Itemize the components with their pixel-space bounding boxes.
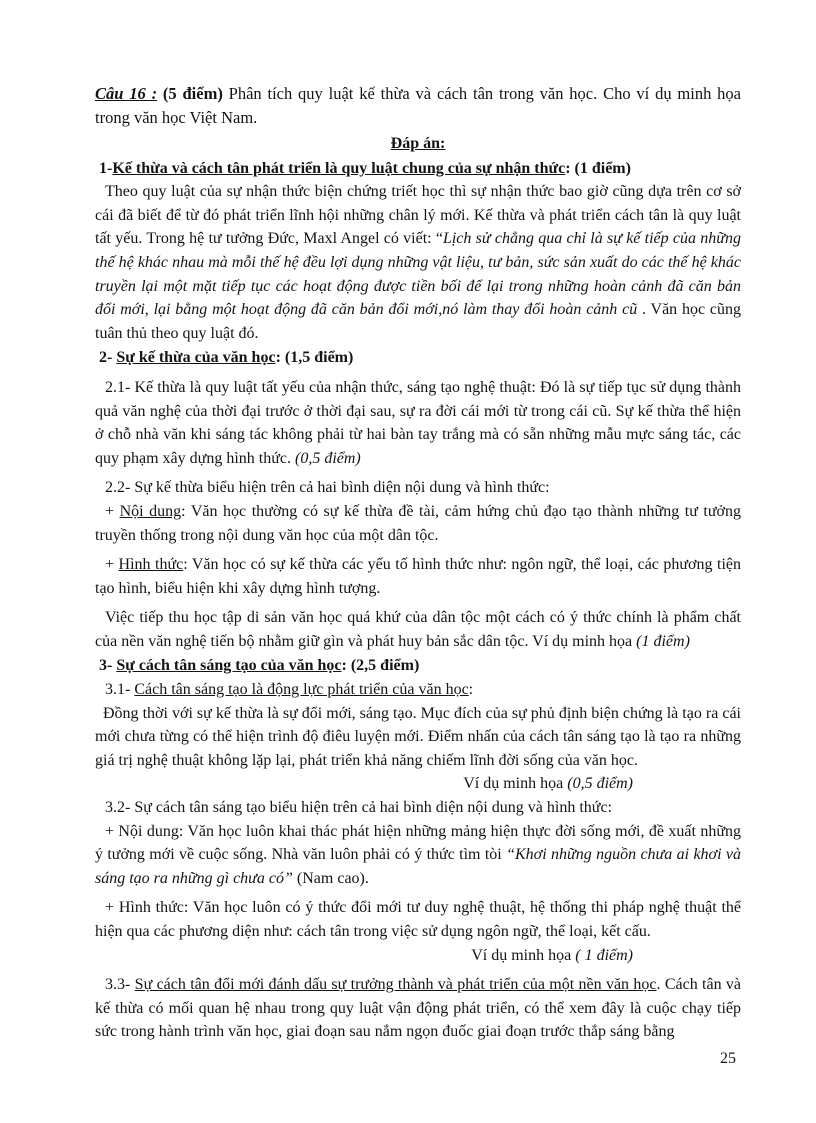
- question-points: (5 điểm): [157, 84, 223, 103]
- section-1-points: : (1 điểm): [565, 159, 631, 177]
- section-2-number: 2-: [99, 349, 117, 367]
- section-3-2-form: + Hình thức: Văn học luôn có ý thức đổi mới tư duy nghệ thuật, hệ thống thi pháp nghệ thuật thể hiện qua các phương diện như: cách tân trong việc sử dụng ngôn ngữ, thể loại, kết cấu.: [95, 899, 741, 940]
- section-3-title: Sự cách tân sáng tạo của văn học: [116, 657, 342, 675]
- answer-heading: Đáp án:: [390, 135, 446, 152]
- section-1-title: Kế thừa và cách tân phát triển là quy luật chung của sự nhận thức: [112, 159, 566, 177]
- section-3-3-number: 3.3-: [105, 976, 135, 994]
- section-2-title: Sự kế thừa của văn học: [116, 349, 276, 367]
- section-3-2-content-text: + Nội dung: Văn học luôn khai thác phát hiện những mảng hiện thực đời sống mới, đề xuất những ý tưởng mới về cuộc sống. Nhà văn luôn phải có ý thức tìm tòi: [95, 822, 741, 864]
- section-3-2-author: (Nam cao).: [292, 869, 369, 887]
- section-3-heading: [99, 654, 741, 678]
- example-1-points: (0,5 điểm): [567, 775, 633, 793]
- example-2-label: Ví dụ minh họa: [471, 946, 576, 964]
- section-3-points: : (2,5 điểm): [341, 657, 420, 675]
- form-label: Hình thức: [118, 556, 184, 574]
- section-3-1-paragraph: Đồng thời với sự kế thừa là sự đổi mới, sáng tạo. Mục đích của sự phủ định biện chứng là tạo ra cái mới chưa từng có thể hiện trình độ điêu luyện mới. Điểm nhấn của cách tân sáng tạo là tạo ra những giá trị nghệ thuật không lặp lại, phát triển khả năng chiếm lĩnh đời sống của văn học.: [95, 704, 741, 769]
- example-1: [95, 772, 741, 796]
- content-text: : Văn học thường có sự kế thừa đề tài, cảm hứng chủ đạo tạo thành những tư tưởng truyền thống trong nội dung văn học của một dân tộc.: [95, 502, 742, 544]
- section-2-3-points: (1 điểm): [636, 632, 690, 650]
- section-2-1-paragraph: [95, 376, 741, 470]
- section-3-1-number: 3.1-: [105, 681, 135, 699]
- section-1-quote: Lịch sử chẳng qua chỉ là sự kế tiếp của những thế hệ khác nhau mà mỗi thế hệ đều lợi dụng những vật liệu, tư bản, sức sản xuất do các thế hệ khác truyền lại một mặt tiếp tục các hoạt động được tiền bối để lại trong những hoàn cảnh đã căn bản đổi mới, lại bằng một hoạt động đã căn bản đổi mới,nó làm thay đổi hoàn cảnh cũ: [95, 230, 742, 319]
- section-3-1-title: Cách tân sáng tạo là động lực phát triển của văn học: [134, 681, 469, 699]
- section-1-paragraph: [95, 180, 741, 345]
- question-text: Phân tích quy luật kế thừa và cách tân trong văn học. Cho ví dụ minh họa trong văn học Việt Nam.: [95, 84, 741, 127]
- section-1-heading: [99, 157, 741, 181]
- example-1-label: Ví dụ minh họa: [463, 775, 568, 793]
- section-3-number: 3-: [99, 657, 117, 675]
- section-2-3-paragraph: [95, 606, 741, 653]
- section-2-1-points: (0,5 điểm): [294, 449, 361, 467]
- section-2-1-text: 2.1- Kế thừa là quy luật tất yếu của nhận thức, sáng tạo nghệ thuật: Đó là sự tiếp tục sử dụng thành quả văn nghệ của thời đại trước ở thời đại sau, sự ra đời cái mới từ trong cái cũ. Sự kế thừa thể hiện ở chỗ nhà văn khi sáng tác không phải từ hai bàn tay trắng mà có sẵn những mẫu mực sáng tác, các quy phạm xây dựng hình thức.: [95, 378, 741, 467]
- document-page: [95, 82, 741, 1044]
- example-2: [95, 944, 741, 968]
- section-3-2-quote: “Khơi những nguồn chưa ai khơi và sáng tạo ra những gì chưa có”: [95, 846, 741, 887]
- question-label: Câu 16 :: [95, 84, 158, 103]
- section-2-points: : (1,5 điểm): [275, 349, 354, 367]
- section-3-3-title: Sự cách tân đổi mới đánh dấu sự trưởng thành và phát triển của một nền văn học: [134, 976, 657, 994]
- page-number: 25: [720, 1050, 736, 1067]
- section-2-form-paragraph: + Hình thức: Văn học có sự kế thừa các yếu tố hình thức như: ngôn ngữ, thể loại, các phương tiện tạo hình, biểu hiện khi xây dựng hình tượng.: [95, 556, 742, 597]
- section-3-1-heading: [95, 678, 741, 702]
- question-title: [95, 82, 741, 130]
- section-1-text: Theo quy luật của sự nhận thức biện chứng triết học thì sự nhận thức bao giờ cũng dựa trên cơ sở cái đã biết để từ đó phát triển lĩnh hội những chân lý mới. Kế thừa và phát triển cách tân là quy luật tất yếu. Trong hệ tư tưởng Đức, Maxl Angel có viết: “: [95, 183, 741, 248]
- section-2-2-paragraph: 2.2- Sự kế thừa biểu hiện trên cả hai bình diện nội dung và hình thức:: [105, 479, 550, 497]
- section-3-1-colon: :: [468, 681, 474, 699]
- form-text: : Văn học có sự kế thừa các yếu tố hình thức như: ngôn ngữ, thể loại, các phương tiện tạo hình, biểu hiện khi xây dựng hình tượng.: [95, 556, 742, 597]
- content-label: Nội dung: [119, 502, 182, 520]
- section-1-text-end: . Văn học cũng tuân thủ theo quy luật đó.: [95, 301, 741, 342]
- example-2-points: ( 1 điểm): [575, 946, 633, 964]
- section-3-3-text: . Cách tân và kế thừa có mối quan hệ nhau trong quy luật vận động phát triển, có thể xem đây là cuộc chạy tiếp sức trong hành trình văn học, giai đoạn sau nắm ngọn đuốc giai đoạn trước thắp sáng bằng: [95, 976, 742, 1041]
- section-2-heading: [99, 346, 741, 370]
- section-3-2-paragraph: 3.2- Sự cách tân sáng tạo biểu hiện trên cả hai bình diện nội dung và hình thức:: [105, 799, 612, 817]
- section-1-number: 1-: [99, 159, 113, 177]
- section-2-3-text: Việc tiếp thu học tập di sản văn học quá khứ của dân tộc một cách có ý thức chính là phẩm chất của nền văn nghệ tiến bộ nhằm giữ gìn và phát huy bản sắc dân tộc. Ví dụ minh họa: [95, 609, 741, 650]
- section-2-content-paragraph: + Nội dung: Văn học thường có sự kế thừa đề tài, cảm hứng chủ đạo tạo thành những tư tưởng truyền thống trong nội dung văn học của một dân tộc.: [95, 502, 742, 544]
- section-3-3-paragraph: [95, 973, 741, 1044]
- section-3-2-content: [95, 820, 741, 891]
